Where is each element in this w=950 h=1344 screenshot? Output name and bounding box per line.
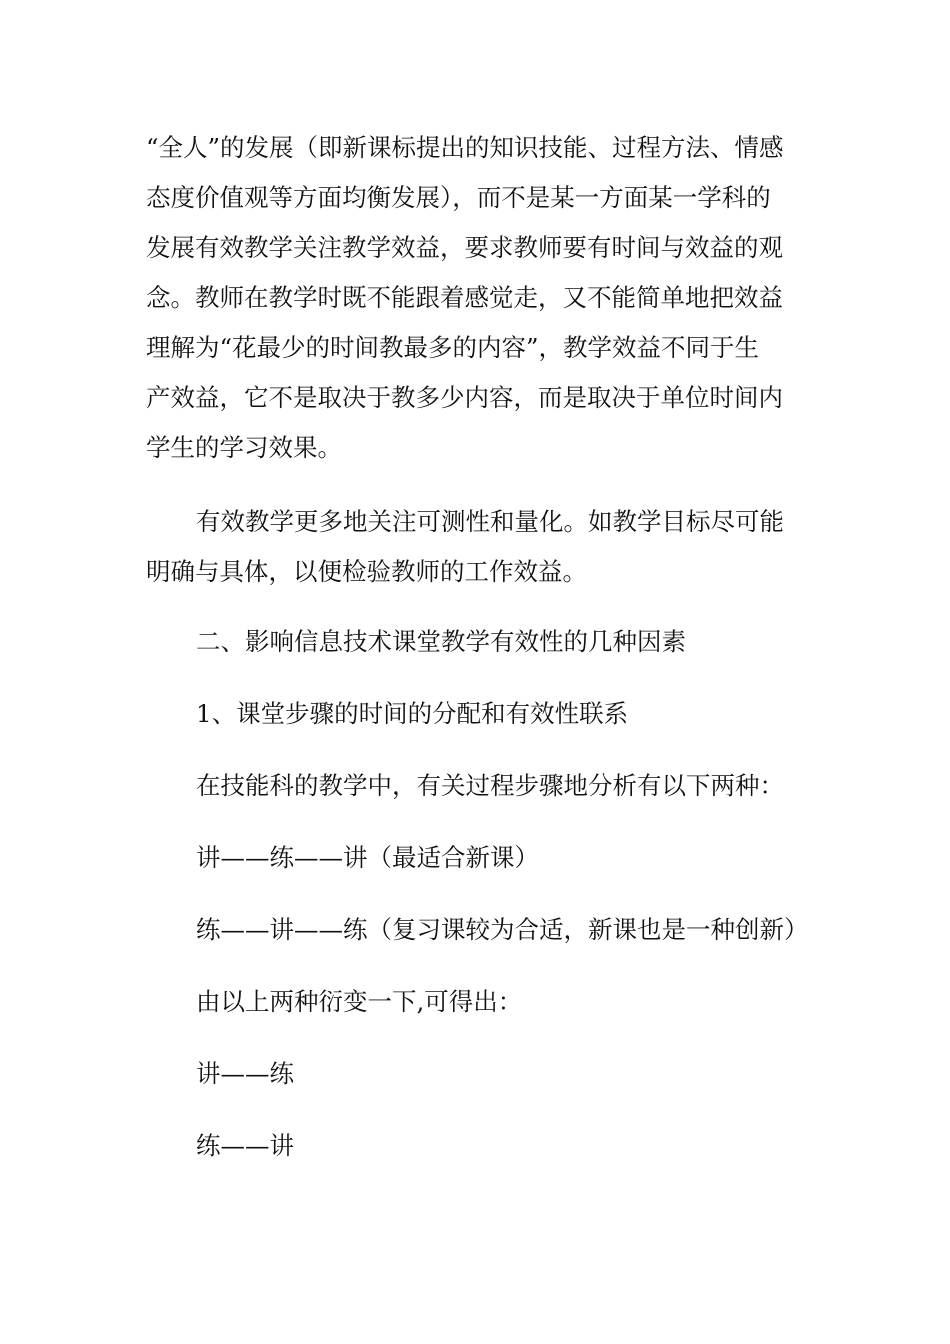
pattern-line-1: 讲——练——讲（最适合新课）	[196, 843, 539, 872]
pattern-line-2: 练——讲——练（复习课较为合适，新课也是一种创新）	[196, 915, 809, 944]
paragraph-1-line-5: 理解为“花最少的时间教最多的内容”，教学效益不同于生	[146, 333, 760, 362]
paragraph-2-line-1: 有效教学更多地关注可测性和量化。如教学目标尽可能	[196, 507, 784, 536]
paragraph-1-line-6: 产效益，它不是取决于教多少内容，而是取决于单位时间内	[146, 383, 783, 412]
derive-text: 由以上两种衍变一下,可得出：	[196, 987, 523, 1016]
intro-text: 在技能科的教学中，有关过程步骤地分析有以下两种：	[196, 771, 784, 800]
paragraph-1-line-7: 学生的学习效果。	[146, 433, 342, 462]
paragraph-1-line-1: “全人”的发展（即新课标提出的知识技能、过程方法、情感	[146, 133, 784, 162]
section-heading: 二、影响信息技术课堂教学有效性的几种因素	[196, 627, 686, 656]
paragraph-1-line-4: 念。教师在教学时既不能跟着感觉走，又不能简单地把效益	[146, 283, 783, 312]
subsection-heading: 1、课堂步骤的时间的分配和有效性联系	[196, 699, 629, 728]
paragraph-1-line-2: 态度价值观等方面均衡发展），而不是某一方面某一学科的	[146, 183, 771, 212]
pattern-line-3: 讲——练	[196, 1059, 294, 1088]
paragraph-2-line-2: 明确与具体，以便检验教师的工作效益。	[146, 557, 587, 586]
paragraph-1-line-3: 发展有效教学关注教学效益，要求教师要有时间与效益的观	[146, 233, 783, 262]
pattern-line-4: 练——讲	[196, 1131, 294, 1160]
